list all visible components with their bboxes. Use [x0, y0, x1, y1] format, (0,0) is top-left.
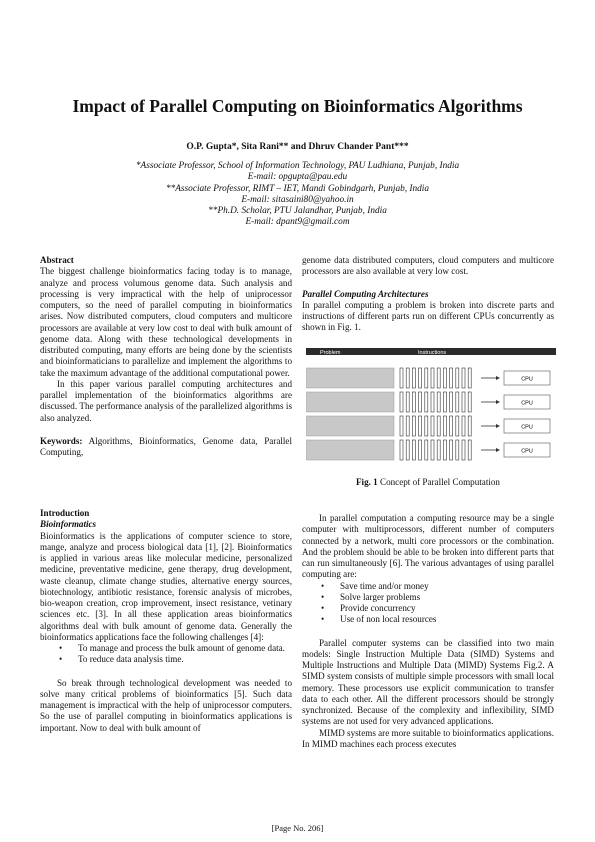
email-line: E-mail: dpant9@gmail.com	[245, 217, 350, 228]
abstract-paragraph: In this paper various parallel computing architectures and parallel implementation of the bioinformatics algorithms are discussed. The performance analysis of the parallelized algorithms is also analyzed.	[40, 378, 292, 423]
intro-paragraph: Bioinformatics is the applications of computer science to store, mange, analyze and process biological data [1], [2]. Bioinformatics is applied in various areas like molecular medicine, personalized medicine, preventative medicine, gene therapy, drug development, waste cleanup, climate change studies, alternative energy sources, biotechnology, antibiotic resistance, forensic analysis of microbes, bio-weapon creation, crop improvement, insect resistance, vetinary sciences etc. [3]. In all these application areas bioinformatics algorithms deal with bulk amount of genome data. Generally the bioinformatics applications face the following challenges [4]:	[40, 530, 292, 642]
continued-paragraph: genome data distributed computers, cloud computers and multicore processors are also available at very low cost.	[302, 255, 554, 277]
list-item: • Use of non local resources	[302, 614, 554, 625]
instruction-bar	[462, 440, 465, 460]
paper-title: Impact of Parallel Computing on Bioinformatics Algorithms	[72, 96, 523, 116]
figure-caption-text: Concept of Parallel Computation	[377, 477, 500, 487]
instruction-bar	[468, 392, 471, 412]
instruction-bar	[450, 440, 453, 460]
instructions-label	[396, 348, 556, 356]
instruction-bar	[400, 416, 403, 436]
instruction-bar	[468, 368, 471, 388]
cpu-label: CPU	[521, 448, 533, 455]
instruction-bar	[462, 392, 465, 412]
body-paragraph: In parallel computation a computing resource may be a single computer with multiprocessors, different number of computers connected by a network, multi core processors or the combination. And the problem should be able to be broken into different parts that can run simultaneously [6]. The various advantages of using parallel computing are:	[302, 513, 554, 580]
svg-text:Problem: Problem	[320, 350, 341, 356]
instruction-bar	[462, 416, 465, 436]
parallel-systems-section	[302, 513, 554, 750]
introduction-heading: Introduction	[40, 508, 90, 518]
author-list: O.P. Gupta*, Sita Rani** and Dhruv Chander Pant***	[186, 142, 409, 152]
parallel-computation-figure	[306, 340, 556, 468]
problem-label	[306, 348, 396, 356]
bioinformatics-subheading: Bioinformatics	[40, 519, 97, 530]
instruction-bar	[406, 440, 409, 460]
cpu-label: CPU	[521, 400, 533, 407]
instruction-bar	[406, 368, 409, 388]
email-line: E-mail: opgupta@pau.edu	[247, 172, 348, 183]
keywords-label: Keywords:	[40, 435, 83, 446]
instruction-bar	[431, 392, 434, 412]
affiliation-line: *Associate Professor, School of Information Technology, PAU Ludhiana, Punjab, India	[135, 161, 460, 171]
instruction-bar	[412, 440, 415, 460]
list-item: • To reduce data analysis time.	[40, 654, 292, 665]
instruction-bar	[419, 416, 422, 436]
instruction-bar	[437, 416, 440, 436]
cpu-label: CPU	[521, 424, 533, 431]
instruction-bar	[443, 440, 446, 460]
architectures-section	[302, 255, 554, 334]
list-item: • To manage and process the bulk amount of genome data.	[40, 643, 292, 654]
body-paragraph: MIMD systems are more suitable to bioinformatics applications. In MIMD machines each process executes	[302, 727, 554, 749]
instruction-bar	[425, 416, 428, 436]
instruction-bar	[468, 416, 471, 436]
introduction-section	[40, 508, 292, 734]
instruction-bar	[400, 440, 403, 460]
affiliation-line: **Ph.D. Scholar, PTU Jalandhar, Punjab, India	[208, 206, 387, 217]
instruction-bar	[431, 416, 434, 436]
problem-part-row	[306, 368, 550, 388]
instruction-bar	[412, 416, 415, 436]
instruction-bar	[443, 368, 446, 388]
instruction-bar	[425, 368, 428, 388]
instruction-bar	[450, 368, 453, 388]
problem-part	[306, 416, 394, 436]
problem-part	[306, 392, 394, 412]
problem-part-row	[306, 392, 550, 412]
instruction-bar	[450, 392, 453, 412]
keywords-text: Algorithms, Bioinformatics, Genome data, Parallel Computing,	[40, 435, 292, 457]
instruction-bar	[456, 440, 459, 460]
instruction-bar	[406, 416, 409, 436]
challenge-list	[40, 643, 292, 666]
figure-number: Fig. 1	[356, 477, 378, 487]
figure-caption	[302, 477, 554, 487]
keywords	[40, 436, 292, 459]
problem-part-row	[306, 416, 550, 436]
instruction-bar	[431, 368, 434, 388]
list-item: • Provide concurrency	[302, 603, 554, 614]
affiliations	[0, 161, 595, 229]
instruction-bar	[419, 368, 422, 388]
instruction-bar	[437, 368, 440, 388]
svg-text:Instructions: Instructions	[418, 350, 447, 356]
instruction-bar	[425, 440, 428, 460]
abstract-section	[40, 255, 292, 458]
list-item: • Save time and/or money	[302, 581, 554, 592]
problem-part	[306, 368, 394, 388]
intro-paragraph: So break through technological development was needed to solve many critical problems of bioinformatics [5]. Such data management is impractical with the help of uniprocessor computers. So the use of parallel computing in bioinformatics applications is important. Now to deal with bulk amount of	[40, 677, 292, 733]
abstract-paragraph: The biggest challenge bioinformatics facing today is to manage, analyze and process volumous genome data. Such analysis and processing is very impractical with the help of uniprocessor computers, so the need of parallel computing in bioinformatics arises. Now distributed computers, cloud computers and multicore processors are available at very low cost to deal with bulk amount of genome data. Along with these technological developments in distributed computing, many efforts are being done by the scientists and bioinformaticians to parallelize and implement the algorithms to take the maximum advantage of the additional computational power.	[40, 266, 292, 378]
page-number: [Page No. 206]	[271, 823, 324, 833]
body-paragraph: Parallel computer systems can be classified into two main models: Single Instruction Multiple Data (SIMD) Systems and Multiple Instructions and Multiple Data (MIMD) Systems Fig.2. A SIMD system consists of multiple simple processors with small local memory. These processors use explicit communication to transfer data to each other. All the different processors should be strongly synchronized. Because of the complexity and inflexibility, SIMD systems are not used for very advanced applications.	[302, 637, 554, 727]
instruction-bar	[443, 416, 446, 436]
instruction-bar	[456, 416, 459, 436]
instruction-bar	[443, 392, 446, 412]
instruction-bar	[437, 440, 440, 460]
instruction-bar	[425, 392, 428, 412]
advantages-list	[302, 581, 554, 626]
problem-part-row	[306, 440, 550, 460]
architectures-subheading: Parallel Computing Architectures	[302, 288, 429, 299]
problem-part	[306, 440, 394, 460]
cpu-label: CPU	[521, 376, 533, 383]
instruction-bar	[456, 368, 459, 388]
instruction-bar	[412, 368, 415, 388]
abstract-heading: Abstract	[40, 255, 74, 265]
instruction-bar	[400, 392, 403, 412]
instruction-bar	[419, 440, 422, 460]
instruction-bar	[431, 440, 434, 460]
architectures-paragraph: In parallel computing a problem is broken into discrete parts and instructions of different parts run on different CPUs concurrently as shown in Fig. 1.	[302, 299, 554, 333]
instruction-bar	[412, 392, 415, 412]
email-line: E-mail: sitasaini80@yahoo.in	[241, 194, 354, 205]
instruction-bar	[419, 392, 422, 412]
instruction-bar	[437, 392, 440, 412]
instruction-bar	[456, 392, 459, 412]
instruction-bar	[450, 416, 453, 436]
instruction-bar	[462, 368, 465, 388]
instruction-bar	[468, 440, 471, 460]
list-item: • Solve larger problems	[302, 592, 554, 603]
instruction-bar	[406, 392, 409, 412]
affiliation-line: **Associate Professor, RIMT – IET, Mandi Gobindgarh, Punjab, India	[165, 183, 430, 194]
instruction-bar	[400, 368, 403, 388]
